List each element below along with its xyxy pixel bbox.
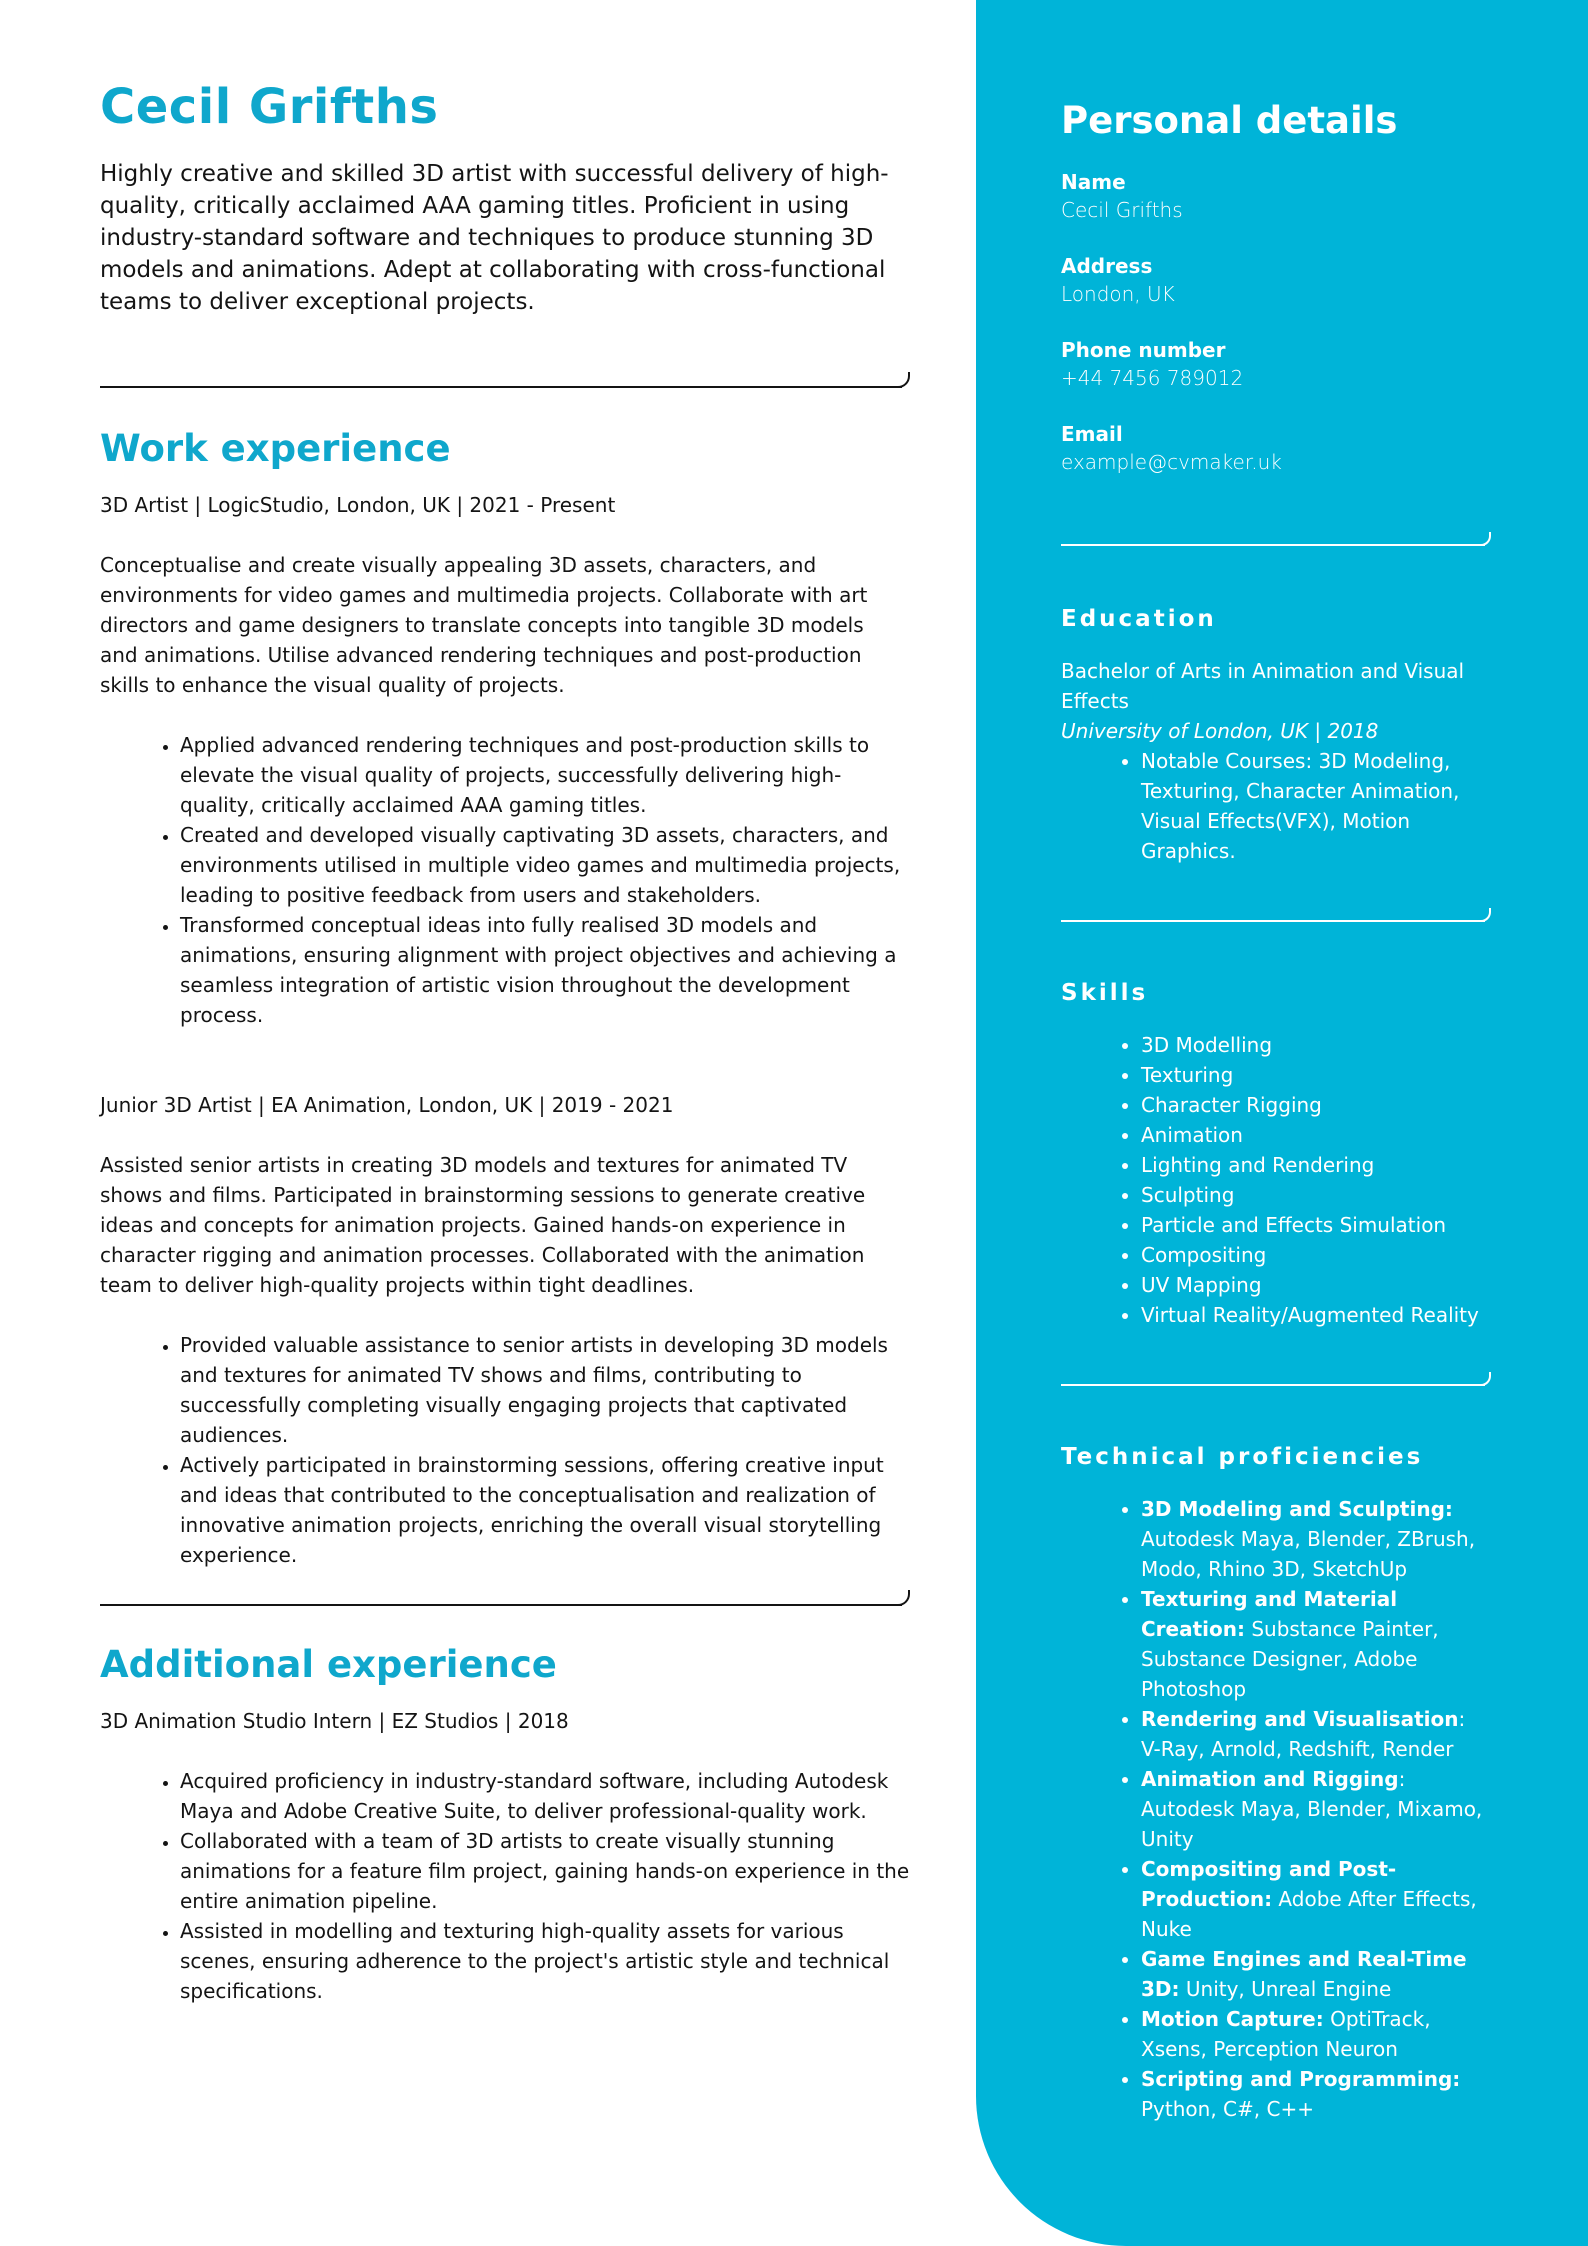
list-item xyxy=(1141,1704,1491,1764)
job-title: 3D Artist | LogicStudio, London, UK | 2021 - Present xyxy=(100,493,616,517)
job-entry xyxy=(100,1090,910,1570)
detail-label: Name xyxy=(1061,170,1126,194)
tech-tools: Autodesk Maya, Blender, ZBrush, Modo, Rhino 3D, SketchUp xyxy=(1141,1527,1476,1581)
list-item: • Lighting and Rendering xyxy=(1141,1150,1491,1180)
list-item: • Virtual Reality/Augmented Reality xyxy=(1141,1300,1491,1330)
tech-tools: : V-Ray, Arnold, Redshift, Render xyxy=(1141,1707,1466,1761)
degree: Bachelor of Arts in Animation and Visual Effects xyxy=(1061,659,1465,713)
list-item: • Compositing xyxy=(1141,1240,1491,1270)
tech-tools: Adobe After Effects, Nuke xyxy=(1141,1887,1477,1941)
detail-label: Address xyxy=(1061,254,1153,278)
list-item: • Character Rigging xyxy=(1141,1090,1491,1120)
tech-tools: OptiTrack, Xsens, Perception Neuron xyxy=(1141,2007,1431,2061)
candidate-name: Cecil Grifths xyxy=(100,79,439,135)
list-item: • Transformed conceptual ideas into fully realised 3D models and animations, ensuring alignment with project objectives and achieving a seamless integration of artistic vision throughout the development process. xyxy=(180,910,910,1030)
profile-summary: Highly creative and skilled 3D artist with successful delivery of high-quality, critically acclaimed AAA gaming titles. Proficient in using industry-standard software and techniques to produce stunning 3D models and animations. Adept at collaborating with cross-functional teams to deliver exceptional projects. xyxy=(100,161,889,315)
list-item xyxy=(1141,2004,1491,2064)
detail-phone xyxy=(1061,336,1491,392)
section-divider xyxy=(1061,906,1491,922)
technical-list xyxy=(1061,1494,1491,2124)
section-divider xyxy=(1061,1370,1491,1386)
school: University of London, UK | 2018 xyxy=(1061,719,1379,743)
detail-value: London, UK xyxy=(1061,282,1175,306)
tech-tools: Unity, Unreal Engine xyxy=(1179,1977,1392,2001)
detail-address xyxy=(1061,252,1491,308)
list-item: • Acquired proficiency in industry-standard software, including Autodesk Maya and Adobe Creative Suite, to deliver professional-quality work. xyxy=(180,1766,910,1826)
sidebar xyxy=(976,0,1588,2246)
list-item xyxy=(1141,1764,1491,1854)
skills-heading: Skills xyxy=(1061,980,1149,1006)
personal-details-heading: Personal details xyxy=(1061,99,1398,142)
section-divider xyxy=(100,1586,910,1606)
detail-value: Cecil Grifths xyxy=(1061,198,1183,222)
list-item: • Animation xyxy=(1141,1120,1491,1150)
tech-category: Animation and Rigging xyxy=(1141,1767,1399,1791)
tech-category: Texturing and Material Creation: xyxy=(1141,1587,1398,1641)
list-item xyxy=(1141,1584,1491,1704)
section-divider xyxy=(1061,530,1491,546)
tech-category: Motion Capture: xyxy=(1141,2007,1324,2031)
skills-list xyxy=(1061,1030,1491,1330)
detail-value: example@cvmaker.uk xyxy=(1061,450,1282,474)
detail-value: +44 7456 789012 xyxy=(1061,366,1244,390)
list-item: • UV Mapping xyxy=(1141,1270,1491,1300)
list-item: • Texturing xyxy=(1141,1060,1491,1090)
tech-category: Scripting and Programming: xyxy=(1141,2067,1461,2091)
job-title: Junior 3D Artist | EA Animation, London, UK | 2019 - 2021 xyxy=(100,1093,674,1117)
list-item xyxy=(1141,2064,1491,2124)
tech-category: Compositing and Post-Production: xyxy=(1141,1857,1397,1911)
detail-email xyxy=(1061,420,1491,476)
job-bullets xyxy=(100,730,910,1030)
additional-experience-heading: Additional experience xyxy=(100,1643,557,1686)
job-bullets xyxy=(100,1330,910,1570)
tech-category: 3D Modeling and Sculpting: xyxy=(1141,1497,1453,1521)
job-description: Conceptualise and create visually appealing 3D assets, characters, and environments for video games and multimedia projects. Collaborate with art directors and game designers to translate concepts into tangible 3D models and animations. Utilise advanced rendering techniques and post-production skills to enhance the visual quality of projects. xyxy=(100,553,868,697)
detail-label: Phone number xyxy=(1061,338,1226,362)
work-experience-heading: Work experience xyxy=(100,427,451,470)
tech-category: Rendering and Visualisation xyxy=(1141,1707,1459,1731)
tech-category: Game Engines and Real-Time 3D: xyxy=(1141,1947,1467,2001)
list-item: • 3D Modelling xyxy=(1141,1030,1491,1060)
education-heading: Education xyxy=(1061,606,1217,632)
job-entry xyxy=(100,490,910,1030)
section-divider xyxy=(100,368,910,388)
list-item xyxy=(1141,1944,1491,2004)
detail-label: Email xyxy=(1061,422,1123,446)
technical-heading: Technical proficiencies xyxy=(1061,1444,1424,1470)
tech-tools: Substance Painter, Substance Designer, Adobe Photoshop xyxy=(1141,1617,1439,1701)
list-item: • Created and developed visually captivating 3D assets, characters, and environments utilised in multiple video games and multimedia projects, leading to positive feedback from users and stakeholders. xyxy=(180,820,910,910)
job-description: Assisted senior artists in creating 3D models and textures for animated TV shows and films. Participated in brainstorming sessions to generate creative ideas and concepts for animation projects. Gained hands-on experience in character rigging and animation processes. Collaborated with the animation team to deliver high-quality projects within tight deadlines. xyxy=(100,1153,866,1297)
list-item: • Particle and Effects Simulation xyxy=(1141,1210,1491,1240)
list-item: • Notable Courses: 3D Modeling, Texturing, Character Animation, Visual Effects(VFX), Motion Graphics. xyxy=(1141,746,1491,866)
list-item: • Actively participated in brainstorming sessions, offering creative input and ideas that contributed to the conceptualisation and realization of innovative animation projects, enriching the overall visual storytelling experience. xyxy=(180,1450,910,1570)
job-bullets xyxy=(100,1766,910,2006)
job-title: 3D Animation Studio Intern | EZ Studios | 2018 xyxy=(100,1709,569,1733)
list-item xyxy=(1141,1494,1491,1584)
list-item: • Applied advanced rendering techniques and post-production skills to elevate the visual quality of projects, successfully delivering high-quality, critically acclaimed AAA gaming titles. xyxy=(180,730,910,820)
education-courses xyxy=(1061,746,1491,866)
tech-tools: : Autodesk Maya, Blender, Mixamo, Unity xyxy=(1141,1767,1483,1851)
tech-tools: Python, C#, C++ xyxy=(1141,2097,1314,2121)
list-item: • Sculpting xyxy=(1141,1180,1491,1210)
list-item: • Assisted in modelling and texturing high-quality assets for various scenes, ensuring adherence to the project's artistic style and technical specifications. xyxy=(180,1916,910,2006)
main-column xyxy=(100,78,910,2006)
list-item: • Collaborated with a team of 3D artists to create visually stunning animations for a feature film project, gaining hands-on experience in the entire animation pipeline. xyxy=(180,1826,910,1916)
list-item: • Provided valuable assistance to senior artists in developing 3D models and textures for animated TV shows and films, contributing to successfully completing visually engaging projects that captivated audiences. xyxy=(180,1330,910,1450)
detail-name xyxy=(1061,168,1491,224)
list-item xyxy=(1141,1854,1491,1944)
